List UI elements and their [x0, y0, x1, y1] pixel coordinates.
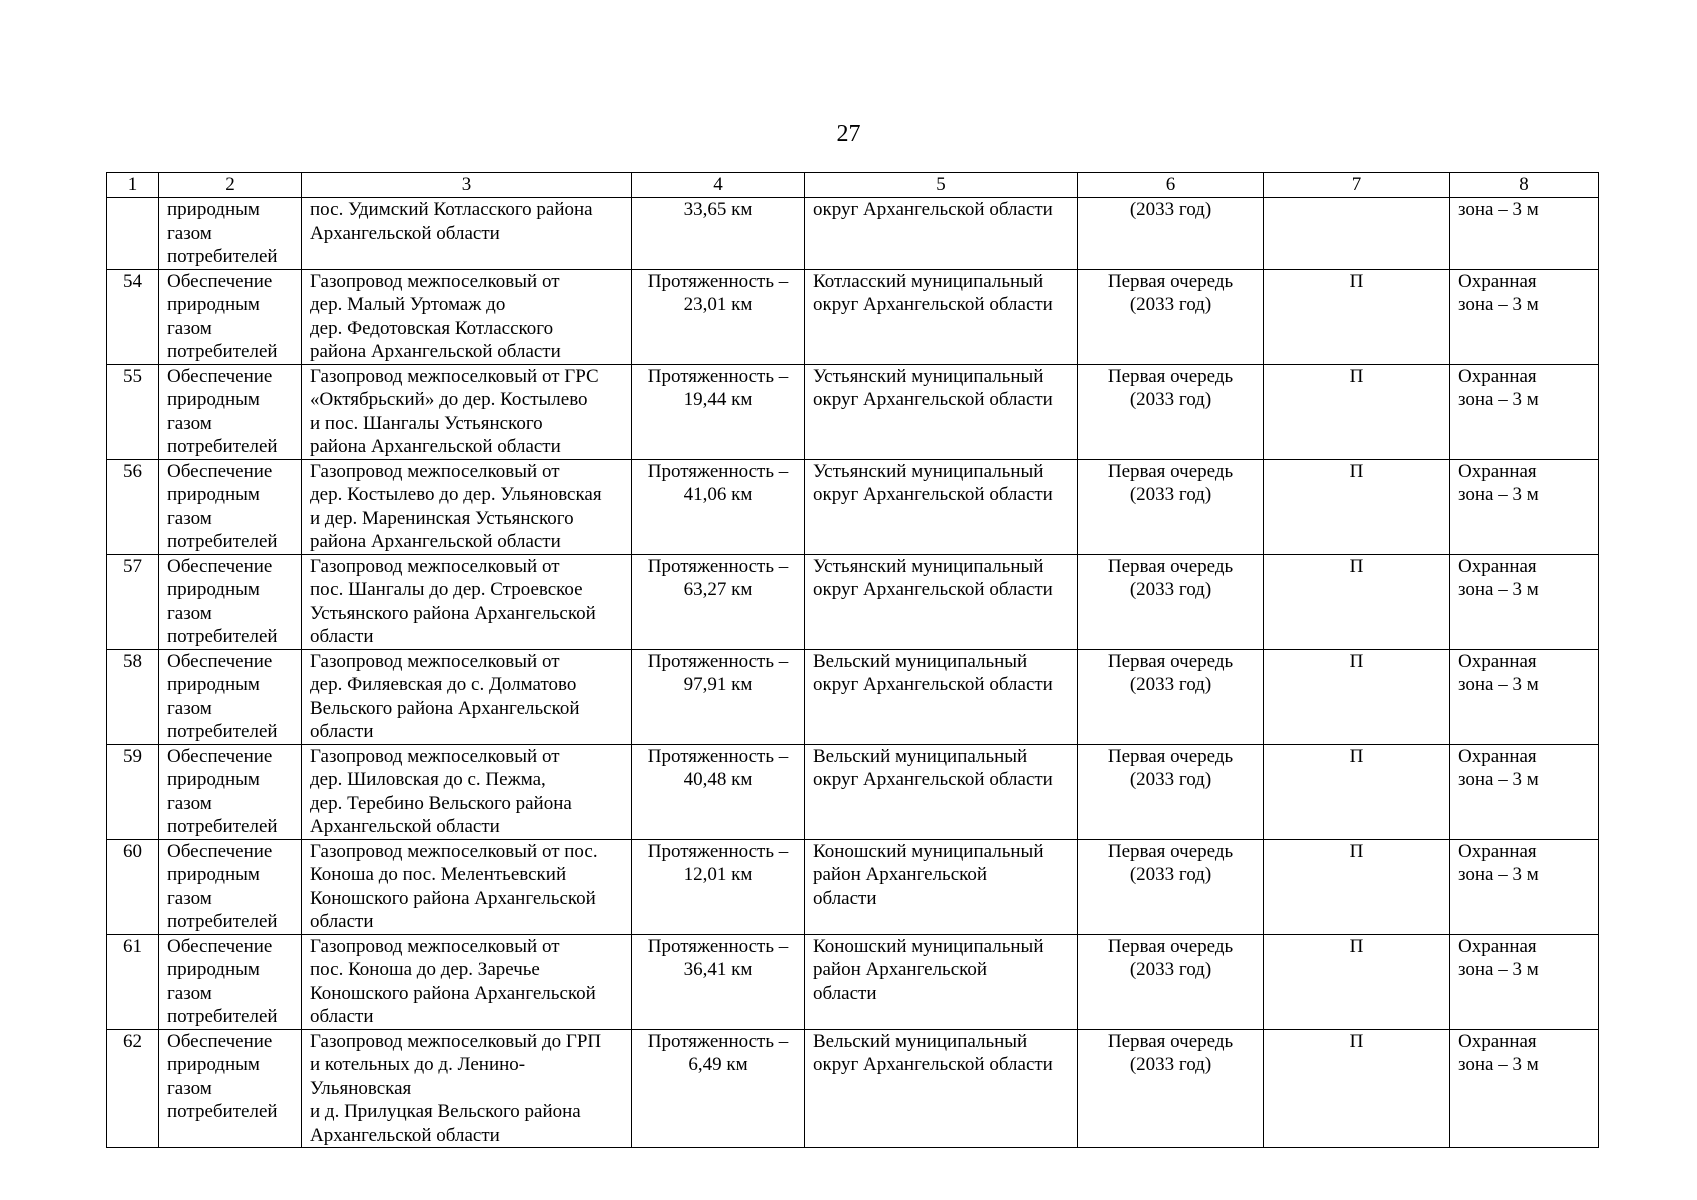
row-stage: (2033 год): [1078, 198, 1264, 270]
page-number: 27: [836, 121, 861, 147]
table-row: [107, 364, 1599, 459]
row-object-name: Газопровод межпоселковый от дер. Малый Уртомаж до дер. Федотовская Котласского района Архангельской области: [302, 269, 632, 364]
table-row: [107, 934, 1599, 1029]
row-purpose: Обеспечение природным газом потребителей: [159, 649, 302, 744]
row-object-name: Газопровод межпоселковый от пос. Коноша до пос. Мелентьевский Коношского района Архангельской области: [302, 839, 632, 934]
table-row: [107, 744, 1599, 839]
column-number-header: [107, 173, 1599, 198]
table-row: [107, 459, 1599, 554]
row-purpose: Обеспечение природным газом потребителей: [159, 459, 302, 554]
row-number: 58: [107, 649, 159, 744]
row-stage: Первая очередь (2033 год): [1078, 649, 1264, 744]
row-stage: Первая очередь (2033 год): [1078, 1029, 1264, 1148]
row-location: Коношский муниципальный район Архангельской области: [805, 934, 1078, 1029]
row-status: П: [1264, 649, 1450, 744]
row-object-name: Газопровод межпоселковый от ГРС «Октябрьский» до дер. Костылево и пос. Шангалы Устьянского района Архангельской области: [302, 364, 632, 459]
row-purpose: Обеспечение природным газом потребителей: [159, 269, 302, 364]
row-object-name: Газопровод межпоселковый от пос. Коноша до дер. Заречье Коношского района Архангельской области: [302, 934, 632, 1029]
table-row: [107, 198, 1599, 270]
row-zone: Охранная зона – 3 м: [1450, 269, 1599, 364]
row-location: Устьянский муниципальный округ Архангельской области: [805, 459, 1078, 554]
column-header: 5: [805, 173, 1078, 198]
column-header: 2: [159, 173, 302, 198]
column-header: 3: [302, 173, 632, 198]
row-status: П: [1264, 269, 1450, 364]
row-status: [1264, 198, 1450, 270]
row-number: 55: [107, 364, 159, 459]
row-purpose: Обеспечение природным газом потребителей: [159, 744, 302, 839]
table-row: [107, 649, 1599, 744]
row-length: Протяженность – 12,01 км: [632, 839, 805, 934]
column-header: 6: [1078, 173, 1264, 198]
row-length: Протяженность – 23,01 км: [632, 269, 805, 364]
table-row: [107, 839, 1599, 934]
row-length: Протяженность – 6,49 км: [632, 1029, 805, 1148]
row-status: П: [1264, 364, 1450, 459]
table-row: [107, 1029, 1599, 1148]
row-purpose: Обеспечение природным газом потребителей: [159, 364, 302, 459]
row-number: 56: [107, 459, 159, 554]
row-number: [107, 198, 159, 270]
row-status: П: [1264, 459, 1450, 554]
row-purpose: Обеспечение природным газом потребителей: [159, 934, 302, 1029]
row-object-name: Газопровод межпоселковый от дер. Филяевская до с. Долматово Вельского района Архангельской области: [302, 649, 632, 744]
row-zone: зона – 3 м: [1450, 198, 1599, 270]
table-row: [107, 554, 1599, 649]
row-location: Вельский муниципальный округ Архангельской области: [805, 744, 1078, 839]
row-length: Протяженность – 40,48 км: [632, 744, 805, 839]
row-zone: Охранная зона – 3 м: [1450, 459, 1599, 554]
row-stage: Первая очередь (2033 год): [1078, 934, 1264, 1029]
row-location: округ Архангельской области: [805, 198, 1078, 270]
row-purpose: Обеспечение природным газом потребителей: [159, 839, 302, 934]
row-stage: Первая очередь (2033 год): [1078, 459, 1264, 554]
row-location: Вельский муниципальный округ Архангельской области: [805, 1029, 1078, 1148]
row-object-name: Газопровод межпоселковый от пос. Шангалы до дер. Строевское Устьянского района Архангельской области: [302, 554, 632, 649]
row-location: Устьянский муниципальный округ Архангельской области: [805, 554, 1078, 649]
row-number: 57: [107, 554, 159, 649]
row-number: 62: [107, 1029, 159, 1148]
row-stage: Первая очередь (2033 год): [1078, 744, 1264, 839]
row-zone: Охранная зона – 3 м: [1450, 839, 1599, 934]
row-length: Протяженность – 63,27 км: [632, 554, 805, 649]
row-number: 60: [107, 839, 159, 934]
row-location: Коношский муниципальный район Архангельской области: [805, 839, 1078, 934]
row-length: Протяженность – 41,06 км: [632, 459, 805, 554]
row-number: 59: [107, 744, 159, 839]
row-status: П: [1264, 1029, 1450, 1148]
row-length: Протяженность – 19,44 км: [632, 364, 805, 459]
row-zone: Охранная зона – 3 м: [1450, 1029, 1599, 1148]
row-number: 54: [107, 269, 159, 364]
table-row: [107, 269, 1599, 364]
row-stage: Первая очередь (2033 год): [1078, 269, 1264, 364]
row-purpose: Обеспечение природным газом потребителей: [159, 1029, 302, 1148]
row-object-name: пос. Удимский Котласского района Архангельской области: [302, 198, 632, 270]
row-object-name: Газопровод межпоселковый от дер. Шиловская до с. Пежма, дер. Теребино Вельского района Архангельской области: [302, 744, 632, 839]
row-length: Протяженность – 36,41 км: [632, 934, 805, 1029]
row-zone: Охранная зона – 3 м: [1450, 554, 1599, 649]
row-number: 61: [107, 934, 159, 1029]
column-header: 1: [107, 173, 159, 198]
row-location: Котласский муниципальный округ Архангельской области: [805, 269, 1078, 364]
row-status: П: [1264, 744, 1450, 839]
row-location: Вельский муниципальный округ Архангельской области: [805, 649, 1078, 744]
row-purpose: Обеспечение природным газом потребителей: [159, 554, 302, 649]
row-object-name: Газопровод межпоселковый от дер. Костылево до дер. Ульяновская и дер. Маренинская Устьянского района Архангельской области: [302, 459, 632, 554]
row-stage: Первая очередь (2033 год): [1078, 554, 1264, 649]
column-header: 8: [1450, 173, 1599, 198]
column-header: 4: [632, 173, 805, 198]
row-status: П: [1264, 839, 1450, 934]
row-zone: Охранная зона – 3 м: [1450, 934, 1599, 1029]
row-zone: Охранная зона – 3 м: [1450, 364, 1599, 459]
row-length: 33,65 км: [632, 198, 805, 270]
column-header: 7: [1264, 173, 1450, 198]
row-zone: Охранная зона – 3 м: [1450, 744, 1599, 839]
row-location: Устьянский муниципальный округ Архангельской области: [805, 364, 1078, 459]
row-length: Протяженность – 97,91 км: [632, 649, 805, 744]
row-stage: Первая очередь (2033 год): [1078, 839, 1264, 934]
row-object-name: Газопровод межпоселковый до ГРП и котельных до д. Ленино-Ульяновская и д. Прилуцкая Вельского района Архангельской области: [302, 1029, 632, 1148]
row-zone: Охранная зона – 3 м: [1450, 649, 1599, 744]
objects-table: [106, 172, 1599, 1148]
row-stage: Первая очередь (2033 год): [1078, 364, 1264, 459]
row-status: П: [1264, 934, 1450, 1029]
row-status: П: [1264, 554, 1450, 649]
row-purpose: природным газом потребителей: [159, 198, 302, 270]
